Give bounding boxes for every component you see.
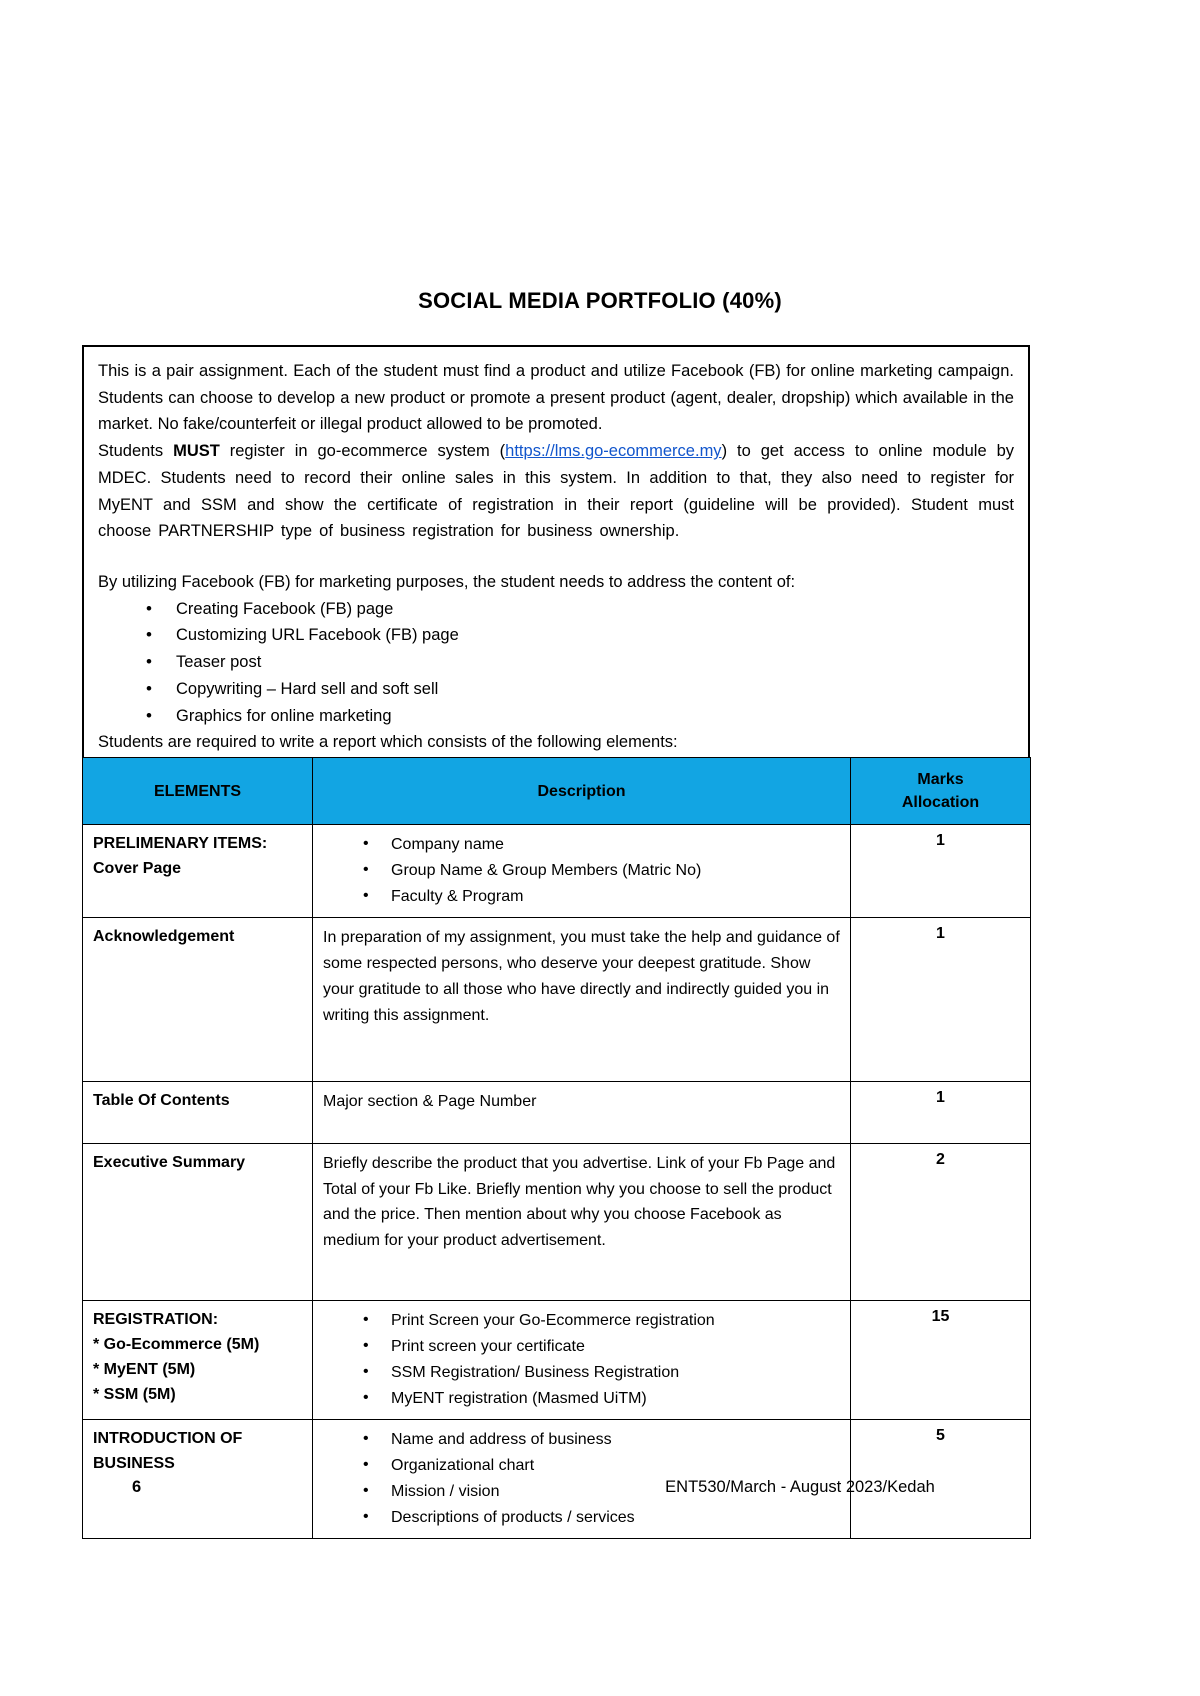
list-item: • Company name [323,832,840,858]
paragraph-spacer [98,545,1014,569]
element-line: Executive Summary [93,1153,246,1171]
table-header [83,758,1031,825]
table-row [83,918,1031,1082]
table-row [83,1143,1031,1301]
list-item: • Teaser post [98,649,1014,676]
list-item: • Mission / vision [323,1479,840,1505]
row-element-acknowledgement [83,918,313,1082]
row-description-preliminary-items [313,825,851,918]
report-elements-table [82,757,1031,1539]
list-item: • SSM Registration/ Business Registration [323,1360,840,1386]
introduction-box [82,345,1030,770]
table-row [83,1301,1031,1420]
marks-line-2: Allocation [901,794,980,812]
intro-p2-prelink: register in go-ecommerce system ( [219,442,506,461]
table-row [83,1081,1031,1143]
intro-p2-lead: Students [98,442,174,461]
element-line: Table Of Contents [93,1091,230,1109]
page-title: SOCIAL MEDIA PORTFOLIO (40%) [418,288,782,313]
list-item: • Faculty & Program [323,884,840,910]
list-item: • Organizational chart [323,1453,840,1479]
list-item: • Copywriting – Hard sell and soft sell [98,676,1014,703]
row-marks-executive-summary: 2 [851,1143,1031,1301]
row-element-table-of-contents [83,1081,313,1143]
row-marks-table-of-contents: 1 [851,1081,1031,1143]
row-element-registration [83,1301,313,1420]
element-line: BUSINESS [93,1454,175,1472]
row-element-executive-summary [83,1143,313,1301]
intro-paragraph-3: By utilizing Facebook (FB) for marketing purposes, the student needs to address the content of: [98,573,796,592]
intro-paragraph-1: This is a pair assignment. Each of the student must find a product and utilize Facebook (FB) for online marketing campaign. Students can choose to develop a new product or promote a present product (agent, dealer, dropship) which available in the market. No fake/counterfeit or illegal product allowed to be promoted. [98,362,1014,434]
row-marks-acknowledgement: 1 [851,918,1031,1082]
list-item: • Name and address of business [323,1427,840,1453]
row-element-preliminary-items [83,825,313,918]
list-item: • Creating Facebook (FB) page [98,596,1014,623]
column-header-marks-allocation [851,758,1031,825]
row-marks-introduction-of-business: 5 [851,1419,1031,1538]
element-line: * SSM (5M) [93,1385,176,1403]
row-marks-registration: 15 [851,1301,1031,1420]
element-line: * MyENT (5M) [93,1360,196,1378]
element-line: REGISTRATION: [93,1311,219,1329]
row-description-registration [313,1301,851,1420]
row-description-acknowledgement: In preparation of my assignment, you must take the help and guidance of some respected persons, who deserve your deepest gratitude. Show your gratitude to all those who have directly and indirectly guided you in writing this assignment. [313,918,851,1082]
go-ecommerce-link[interactable]: https://lms.go-ecommerce.my [505,442,722,461]
list-item: • Print Screen your Go-Ecommerce registration [323,1308,840,1334]
intro-p2-tail: ) to get access to online module by MDEC. Students need to record their online sales in this system. In addition to that, they also need to register for MyENT and SSM and show the certificate of registration in their report (guideline will be provided). Student must choose PARTNERSHIP type of business registration for business ownership. [98,442,1015,541]
element-line: Cover Page [93,860,182,878]
footer-page-number: 6 [132,1478,142,1496]
list-item: • Group Name & Group Members (Matric No) [323,858,840,884]
column-header-description: Description [313,758,851,825]
description-bullet-list [323,832,840,910]
marks-line-1: Marks [917,771,964,788]
table-header-row [83,758,1031,825]
column-header-elements: ELEMENTS [83,758,313,825]
content-requirements-list [98,596,1014,730]
description-bullet-list [323,1308,840,1412]
list-item: • Customizing URL Facebook (FB) page [98,622,1014,649]
row-description-executive-summary: Briefly describe the product that you advertise. Link of your Fb Page and Total of your Fb Like. Briefly mention why you choose to sell the product and the price. Then mention about why you choose Facebook as medium for your product advertisement. [313,1143,851,1301]
element-line: PRELIMENARY ITEMS: [93,835,268,853]
element-line: Acknowledgement [93,928,235,946]
table-row [83,825,1031,918]
list-item: • Print screen your certificate [323,1334,840,1360]
intro-paragraph-2 [98,438,1014,545]
footer-course-reference: ENT530/March - August 2023/Kedah [665,1478,935,1496]
intro-paragraph-4: Students are required to write a report which consists of the following elements: [98,733,678,752]
element-line: INTRODUCTION OF [93,1429,243,1447]
list-item: • MyENT registration (Masmed UiTM) [323,1386,840,1412]
intro-must-emphasis: MUST [173,442,220,461]
row-marks-preliminary-items: 1 [851,825,1031,918]
list-item: • Graphics for online marketing [98,703,1014,730]
row-description-table-of-contents: Major section & Page Number [313,1081,851,1143]
element-line: * Go-Ecommerce (5M) [93,1336,260,1354]
page-footer [0,1478,1200,1506]
list-item: • Descriptions of products / services [323,1505,840,1531]
table-body [83,825,1031,1538]
